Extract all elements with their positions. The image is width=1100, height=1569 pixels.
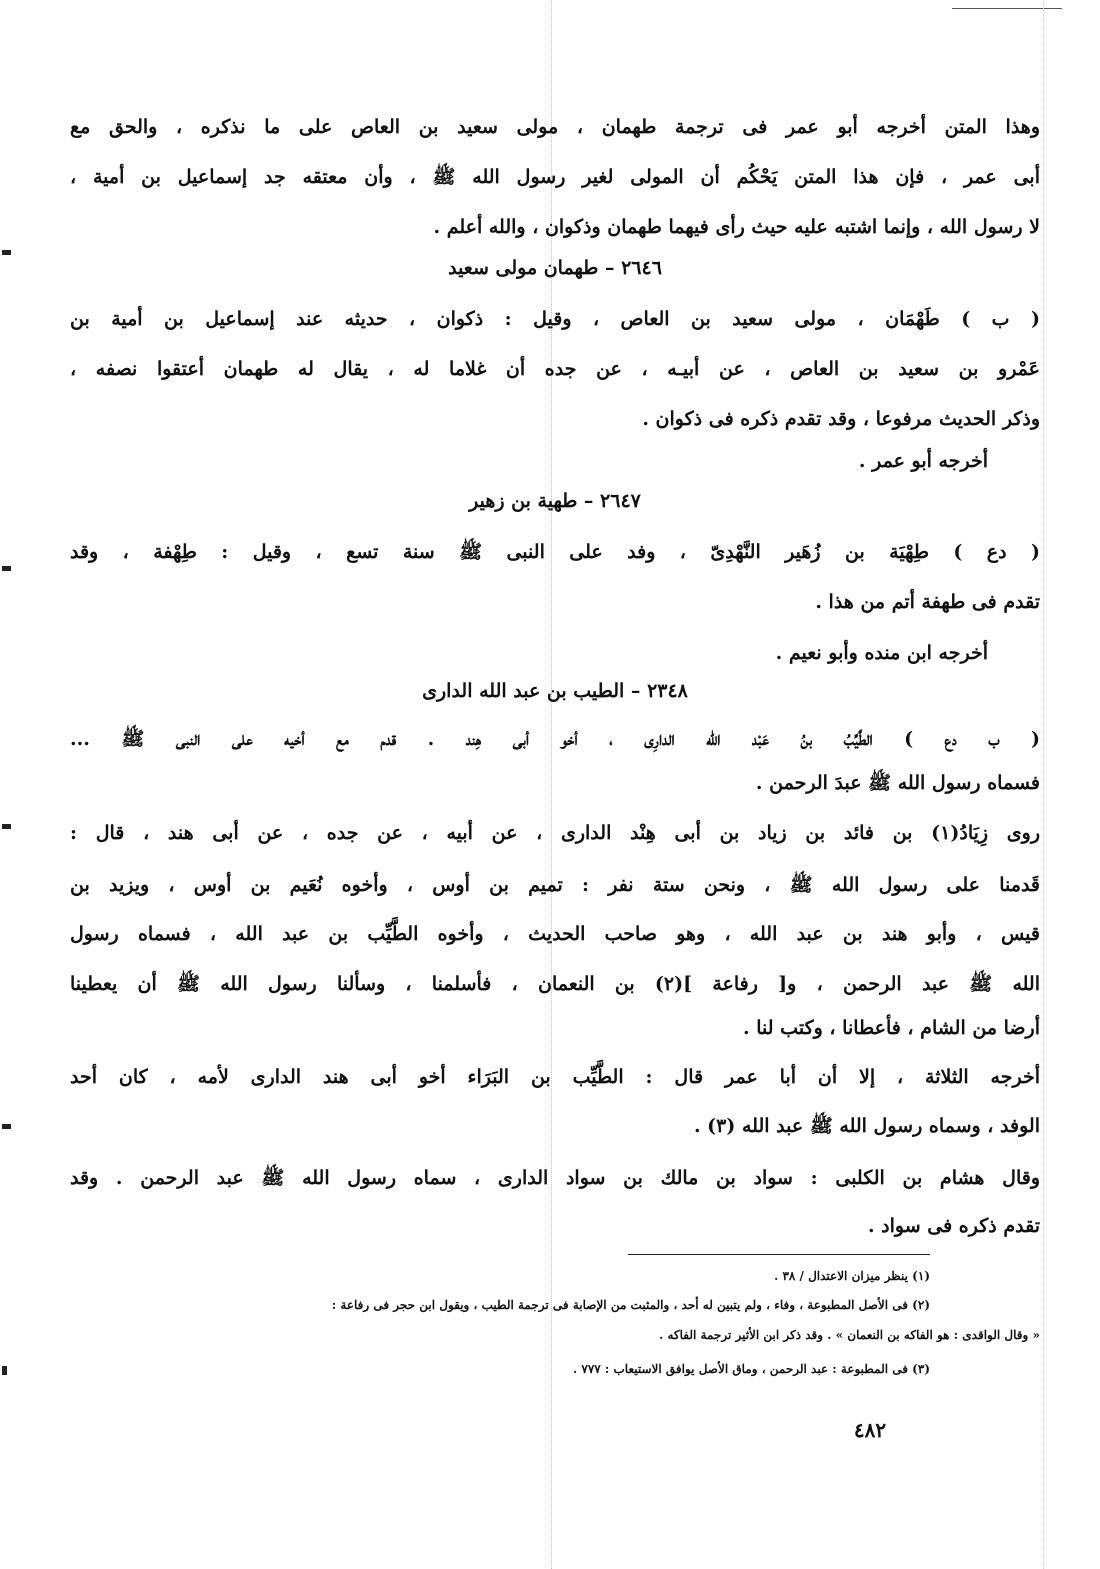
text-line: فسماه رسول الله ﷺ عبدَ الرحمن . [755, 772, 1040, 794]
margin-mark [2, 250, 11, 255]
margin-guide [1043, 0, 1044, 1569]
text-line: ( دع ) طِهْيَة بن زُهَير النَّهْدِىّ ، وفد على النبى ﷺ سنة تسع ، وقيل : طِهْفة ، وقد [70, 541, 1040, 563]
footnote: « وقال الواقدى : هو الفاكه بن النعمان » . وقد ذكر ابن الأثير ترجمة الفاكه . [659, 1328, 1040, 1342]
text-line: قيس ، وأبو هند بن عبد الله ، وهو صاحب الحديث ، وأخوه الطَّيِّب بن عبد الله ، فسماه رسول [70, 923, 1040, 945]
footnote-rule [628, 1254, 930, 1255]
page-number: ٤٨٢ [853, 1418, 887, 1442]
text-line: أخرجه أبو عمر . [858, 450, 988, 472]
text-line: روى زِيَادُ(١) بن فائد بن زياد بن أبى هِنْد الدارى ، عن أبيه ، عن جده ، عن أبى هند ، قال : [70, 822, 1040, 844]
text-line: وذكر الحديث مرفوعا ، وقد تقدم ذكره فى ذكوان . [642, 408, 1040, 430]
footnote: (٣) فى المطبوعة : عبد الرحمن ، وماق الأصل يوافق الاستيعاب : ٧٧٧ . [573, 1362, 930, 1376]
text-line: الله ﷺ عبد الرحمن ، و[ رفاعة ](٢) بن النعمان ، فأسلمنا ، وسألنا رسول الله ﷺ أن يعطينا [70, 973, 1040, 995]
entry-heading: ٢٣٤٨ – الطيب بن عبد الله الدارى [422, 680, 688, 702]
margin-mark [2, 1124, 11, 1129]
text-line: أخرجه الثلاثة ، إلا أن أبا عمر قال : الطَّيِّب بن البَرَاء أخو أبى هند الدارى لأمه ، كان أحد [70, 1066, 1040, 1088]
text-line: ( ب ) طَهْمَان ، مولى سعيد بن العاص ، وقيل : ذكوان ، حديثه عند إسماعيل بن أمية بن [70, 308, 1040, 330]
text-line: أرضا من الشام ، فأعطانا ، وكتب لنا . [743, 1017, 1040, 1039]
text-line: الوفد ، وسماه رسول الله ﷺ عبد الله (٣) . [693, 1115, 1040, 1137]
margin-mark [2, 1366, 7, 1375]
text-line: تقدم ذكره فى سواد . [867, 1215, 1040, 1237]
text-line: قَدمنا على رسول الله ﷺ ، ونحن ستة نفر : تميم بن أوس ، وأخوه نُعَيم بن أوس ، ويزيد بن [70, 874, 1040, 896]
text-line: وهذا المتن أخرجه أبو عمر فى ترجمة طهمان ، مولى سعيد بن العاص على ما نذكره ، والحق مع [70, 116, 1040, 138]
text-line: أبى عمر ، فإن هذا المتن يَحْكُم أن المولى لغير رسول الله ﷺ ، وأن معتقه جد إسماعيل بن أمية ، [70, 166, 1040, 188]
footnote: (٢) فى الأصل المطبوعة ، وفاء ، ولم يتبين له أحد ، والمثبت من الإصابة فى ترجمة الطيب ، ويقول ابن حجر فى رفاعة : [331, 1298, 930, 1312]
entry-heading: ٢٦٤٧ – طهية بن زهير [469, 490, 641, 512]
margin-mark [2, 824, 11, 829]
text-line: لا رسول الله ، وإنما اشتبه عليه حيث رأى فيهما طهمان وذكوان ، والله أعلم . [433, 216, 1040, 238]
text-line: تقدم فى طهفة أتم من هذا . [815, 591, 1040, 613]
entry-heading: ٢٦٤٦ – طهمان مولى سعيد [448, 257, 662, 279]
text-line: ( ب دع ) الطَّيِّبُ بنُ عَبْد الله الدارِى ، أخو أبى هِند . قدم مع أخيه على النبى ﷺ ... [70, 728, 1040, 750]
text-line: أخرجه ابن منده وأبو نعيم . [775, 642, 988, 664]
margin-mark [2, 566, 11, 571]
text-line: عَمْرو بن سعيد بن العاص ، عن أبيـه ، عن جده أن غلاما له ، يقال له طهمان أعتقوا نصفه ، [70, 358, 1040, 380]
footnote: (١) ينظر ميزان الاعتدال / ٣٨ . [774, 1269, 930, 1283]
scan-edge-line [952, 8, 1062, 9]
text-line: وقال هشام بن الكلبى : سواد بن مالك بن سواد الدارى ، سماه رسول الله ﷺ عبد الرحمن . وقد [70, 1167, 1040, 1189]
